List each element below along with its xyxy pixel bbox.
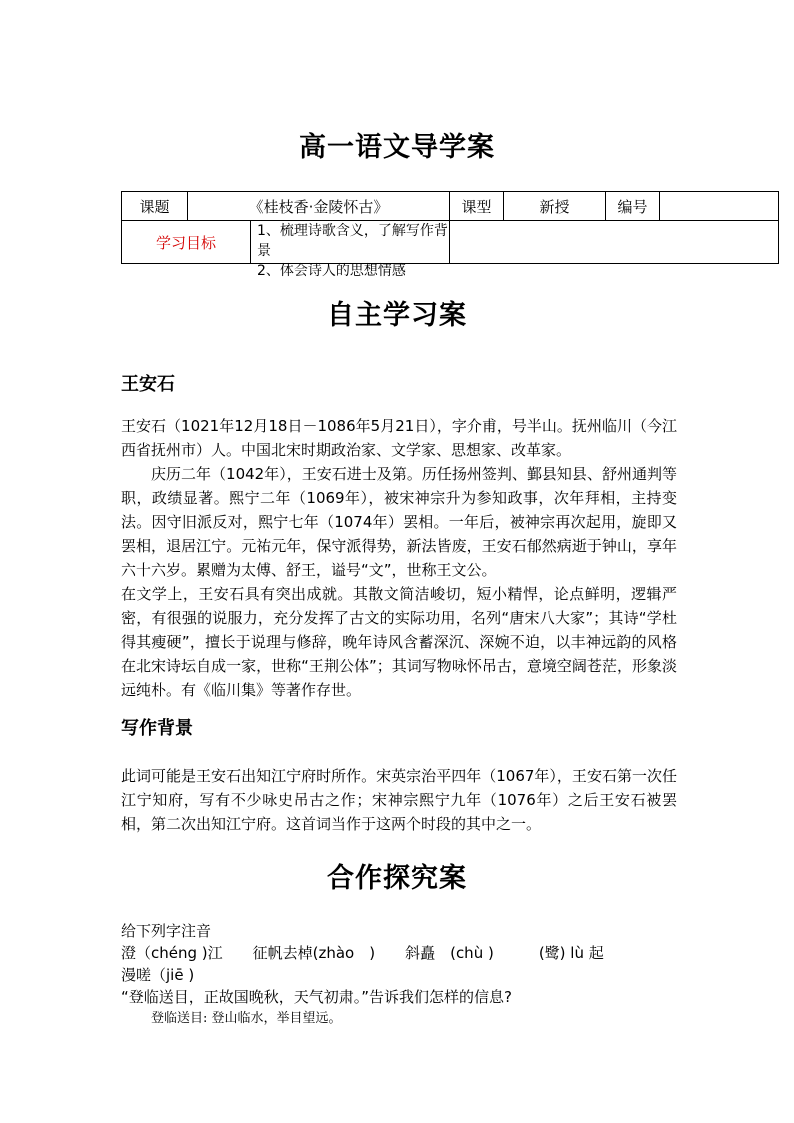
bio-paragraph: 庆历二年（1042年），王安石进士及第。历任扬州签判、鄞县知县、舒州通判等职，政绩显著。熙宁二年（1069年），被宋神宗升为参知政事，次年拜相，主持变法。因守旧派反对，熙宁七年（1074年）罢相。一年后，被神宗再次起用，旋即又罢相，退居江宁。元祐元年，保守派得势，新法皆废，王安石郁然病逝于钟山，享年六十六岁。累赠为太傅、舒王，谥号“文”，世称王文公。 xyxy=(121,465,677,579)
document-title: 高一语文导学案 xyxy=(299,132,495,163)
background-text: 此词可能是王安石出知江宁府时所作。宋英宗治平四年（1067年），王安石第一次任江宁知府，写有不少咏史吊古之作；宋神宗熙宁九年（1076年）之后王安石被罢相，第二次出知江宁府。这首词当作于这两个时段的其中之一。 xyxy=(121,767,677,833)
goals-empty-cell xyxy=(450,221,779,264)
background-heading: 写作背景 xyxy=(121,718,193,739)
author-bio xyxy=(121,414,677,702)
number-value xyxy=(660,192,779,221)
goals-label: 学习目标 xyxy=(122,221,251,263)
bio-paragraph: 王安石（1021年12月18日－1086年5月21日），字介甫，号半山。抚州临川（今江西省抚州市）人。中国北宋时期政治家、文学家、思想家、改革家。 xyxy=(121,417,677,459)
goal-item: 2、体会诗人的思想情感 xyxy=(257,263,406,279)
bio-paragraph: 在文学上，王安石具有突出成就。其散文简洁峻切，短小精悍，论点鲜明，逻辑严密，有很强的说服力，充分发挥了古文的实际功用，名列“唐宋八大家”；其诗“学杜得其瘦硬”，擅长于说理与修辞，晚年诗风含蓄深沉、深婉不迫，以丰神远韵的风格在北宋诗坛自成一家，世称“王荆公体”；其词写物咏怀吊古，意境空阔苍茫，形象淡远纯朴。有《临川集》等著作存世。 xyxy=(121,585,677,699)
self-study-title: 自主学习案 xyxy=(327,300,467,331)
coop-study-title: 合作探究案 xyxy=(327,863,467,894)
goals-row xyxy=(122,221,450,279)
lesson-info-table xyxy=(121,191,779,279)
type-label: 课型 xyxy=(450,192,504,221)
question-text: “登临送目，正故国晚秋，天气初肃。”告诉我们怎样的信息? xyxy=(121,988,513,1006)
pinyin-instruction: 给下列字注音 xyxy=(121,922,212,940)
goal-item: 1、梳理诗歌含义，了解写作背景 xyxy=(257,223,448,259)
number-label: 编号 xyxy=(606,192,660,221)
pinyin-line: 漫嗟（jiē ) xyxy=(121,966,195,984)
topic-label: 课题 xyxy=(122,192,188,221)
type-value: 新授 xyxy=(504,192,606,221)
author-heading: 王安石 xyxy=(121,374,175,395)
pinyin-line: 澄（chéng )江 征帆去棹(zhào ) 斜矗 (chù ) (鹭) lù 起 xyxy=(121,944,604,962)
handwritten-answer: 登临送目: 登山临水，举目望远。 xyxy=(151,1011,342,1026)
topic-value: 《桂枝香·金陵怀古》 xyxy=(188,192,450,221)
